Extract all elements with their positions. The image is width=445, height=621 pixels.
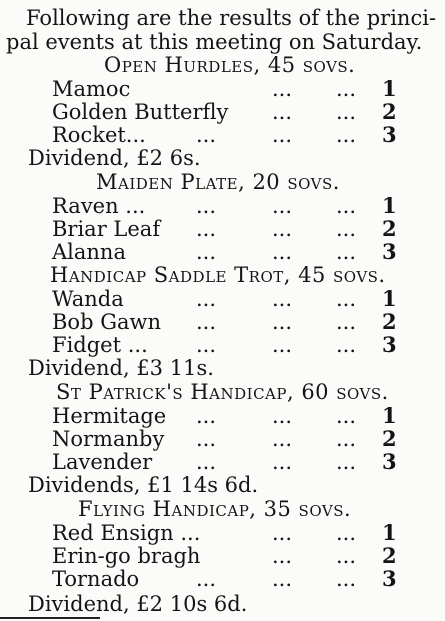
result-row — [0, 123, 445, 147]
leader-dots: ... — [196, 194, 217, 218]
result-row — [0, 333, 445, 357]
horse-name: Mamoc — [52, 77, 131, 101]
leader-dots: ... — [272, 217, 293, 241]
horse-name: Red Ensign ... — [52, 521, 201, 545]
horse-name: Fidget ... — [52, 333, 148, 357]
result-row — [0, 77, 445, 101]
dividend-line: Dividend, £2 6s. — [28, 146, 201, 170]
placing: 3 — [382, 122, 397, 147]
leader-dots: ... — [272, 521, 293, 545]
result-row — [0, 287, 445, 311]
leader-dots: ... — [272, 333, 293, 357]
horse-name: Wanda — [52, 287, 124, 311]
placing: 1 — [382, 520, 397, 545]
result-row — [0, 427, 445, 451]
leader-dots: ... — [196, 217, 217, 241]
placing: 3 — [382, 566, 397, 591]
placing: 3 — [382, 449, 397, 474]
horse-name: Rocket... — [52, 123, 146, 147]
intro-line-2: pal events at this meeting on Saturday. — [6, 30, 423, 54]
dividend-line: Dividend, £2 10s 6d. — [28, 592, 248, 616]
leader-dots: ... — [336, 287, 357, 311]
leader-dots: ... — [336, 404, 357, 428]
placing: 3 — [382, 332, 397, 357]
leader-dots: ... — [336, 194, 357, 218]
leader-dots: ... — [336, 450, 357, 474]
leader-dots: ... — [272, 567, 293, 591]
leader-dots: ... — [336, 77, 357, 101]
race-heading-maiden-plate: Maiden Plate, 20 sovs. — [96, 170, 340, 194]
race-heading-flying-handicap: Flying Handicap, 35 sovs. — [78, 497, 352, 521]
placing: 1 — [382, 193, 397, 218]
leader-dots: ... — [196, 404, 217, 428]
result-row — [0, 567, 445, 591]
leader-dots: ... — [196, 567, 217, 591]
leader-dots: ... — [272, 310, 293, 334]
placing: 2 — [382, 543, 397, 568]
horse-name: Golden Butterfly — [52, 100, 229, 124]
result-row — [0, 521, 445, 545]
result-row — [0, 450, 445, 474]
leader-dots: ... — [272, 404, 293, 428]
placing: 1 — [382, 76, 397, 101]
leader-dots: ... — [336, 240, 357, 264]
result-row — [0, 310, 445, 334]
horse-name: Raven ... — [52, 194, 146, 218]
horse-name: Alanna — [52, 240, 126, 264]
leader-dots: ... — [196, 310, 217, 334]
leader-dots: ... — [336, 310, 357, 334]
dividend-line: Dividend, £3 11s. — [28, 356, 214, 380]
leader-dots: ... — [272, 427, 293, 451]
horse-name: Bob Gawn — [52, 310, 161, 334]
leader-dots: ... — [196, 427, 217, 451]
leader-dots: ... — [272, 450, 293, 474]
horse-name: Tornado — [52, 567, 140, 591]
horse-name: Normanby — [52, 427, 165, 451]
leader-dots: ... — [336, 123, 357, 147]
leader-dots: ... — [336, 521, 357, 545]
column-rule — [0, 617, 100, 619]
race-heading-handicap-saddle-trot: Handicap Saddle Trot, 45 sovs. — [50, 263, 386, 287]
leader-dots: ... — [196, 333, 217, 357]
placing: 2 — [382, 426, 397, 451]
dividend-line: Dividends, £1 14s 6d. — [28, 473, 259, 497]
horse-name: Briar Leaf — [52, 217, 161, 241]
leader-dots: ... — [336, 100, 357, 124]
leader-dots: ... — [272, 240, 293, 264]
placing: 2 — [382, 99, 397, 124]
leader-dots: ... — [272, 544, 293, 568]
race-heading-open-hurdles: Open Hurdles, 45 sovs. — [104, 53, 356, 77]
result-row — [0, 217, 445, 241]
leader-dots: ... — [336, 544, 357, 568]
placing: 2 — [382, 309, 397, 334]
leader-dots: ... — [196, 287, 217, 311]
leader-dots: ... — [196, 240, 217, 264]
leader-dots: ... — [336, 333, 357, 357]
leader-dots: ... — [196, 123, 217, 147]
intro-line-1: Following are the results of the princi- — [26, 6, 437, 30]
result-row — [0, 194, 445, 218]
placing: 1 — [382, 286, 397, 311]
result-row — [0, 404, 445, 428]
leader-dots: ... — [336, 217, 357, 241]
result-row — [0, 544, 445, 568]
result-row — [0, 240, 445, 264]
leader-dots: ... — [196, 450, 217, 474]
horse-name: Hermitage — [52, 404, 167, 428]
leader-dots: ... — [272, 123, 293, 147]
placing: 2 — [382, 216, 397, 241]
leader-dots: ... — [336, 427, 357, 451]
horse-name: Erin-go bragh — [52, 544, 201, 568]
leader-dots: ... — [272, 77, 293, 101]
leader-dots: ... — [272, 194, 293, 218]
placing: 3 — [382, 239, 397, 264]
leader-dots: ... — [272, 100, 293, 124]
result-row — [0, 100, 445, 124]
placing: 1 — [382, 403, 397, 428]
horse-name: Lavender — [52, 450, 153, 474]
leader-dots: ... — [272, 287, 293, 311]
leader-dots: ... — [336, 567, 357, 591]
race-heading-st-patricks-handicap: St Patrick's Handicap, 60 sovs. — [56, 380, 389, 404]
